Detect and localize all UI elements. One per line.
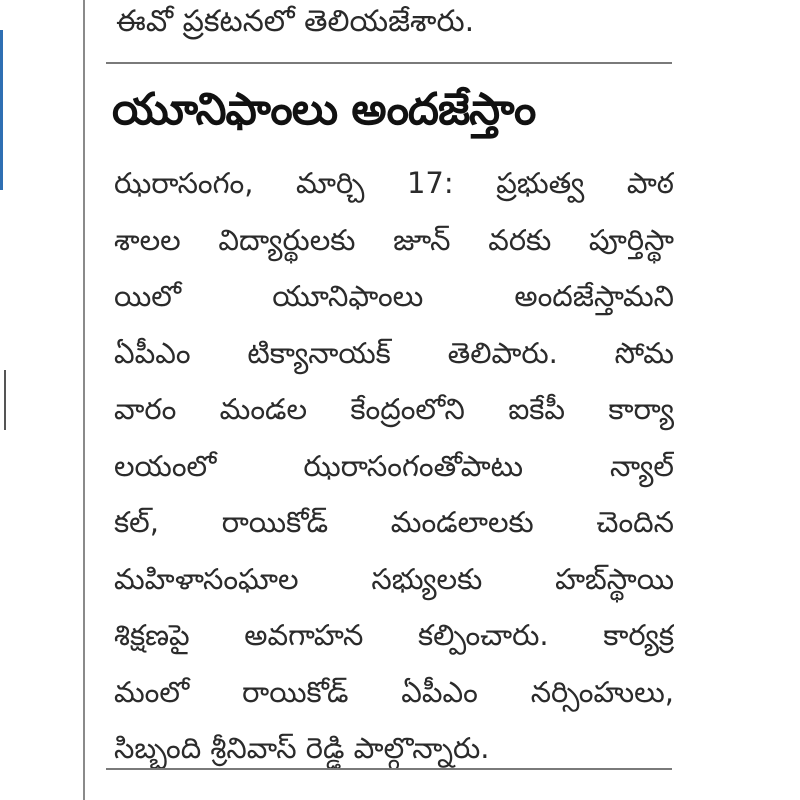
body-line: వారం మండల కేంద్రంలోని ఐకేపీ కార్యా [114, 392, 674, 426]
body-line: మహిళాసంఘాల సభ్యులకు హబ్‌స్థాయి [114, 561, 674, 596]
adjacent-column-edge [0, 0, 30, 800]
body-line: మంలో రాయికోడ్ ఏపీఎం నర్సింహులు, [114, 674, 674, 709]
body-line: శిక్షణపై అవగాహన కల్పించారు. కార్యక్ర [114, 618, 674, 652]
edge-mark-blue [0, 30, 3, 190]
body-line: సిబ్బంది శ్రీనివాస్ రెడ్డి పాల్గొన్నారు. [114, 731, 490, 765]
article-bottom-rule [106, 768, 672, 770]
body-line: యిలో యూనిఫాంలు అందజేస్తామని [114, 279, 674, 313]
next-article-headline-cropped [120, 776, 680, 800]
edge-mark-dark [4, 370, 6, 430]
body-line: ఏపీఎం టిక్యానాయక్ తెలిపారు. సోమ [114, 335, 674, 370]
body-line: లయంలో ఝరాసంగంతోపాటు న్యాల్ [114, 448, 674, 483]
article-body [114, 155, 674, 777]
body-line: కల్, రాయికోడ్ మండలాలకు చెందిన [114, 505, 674, 539]
column-divider [83, 0, 85, 800]
body-line: ఝరాసంగం, మార్చి 17: ప్రభుత్వ పాఠ [114, 166, 674, 200]
article-headline: యూనిఫాంలు అందజేస్తాం [112, 84, 536, 135]
article-top-rule [106, 62, 672, 64]
body-line: శాలల విద్యార్థులకు జూన్ వరకు పూర్తిస్థా [114, 222, 674, 257]
previous-article-last-line: ఈవో ప్రకటనలో తెలియజేశారు. [116, 4, 475, 39]
